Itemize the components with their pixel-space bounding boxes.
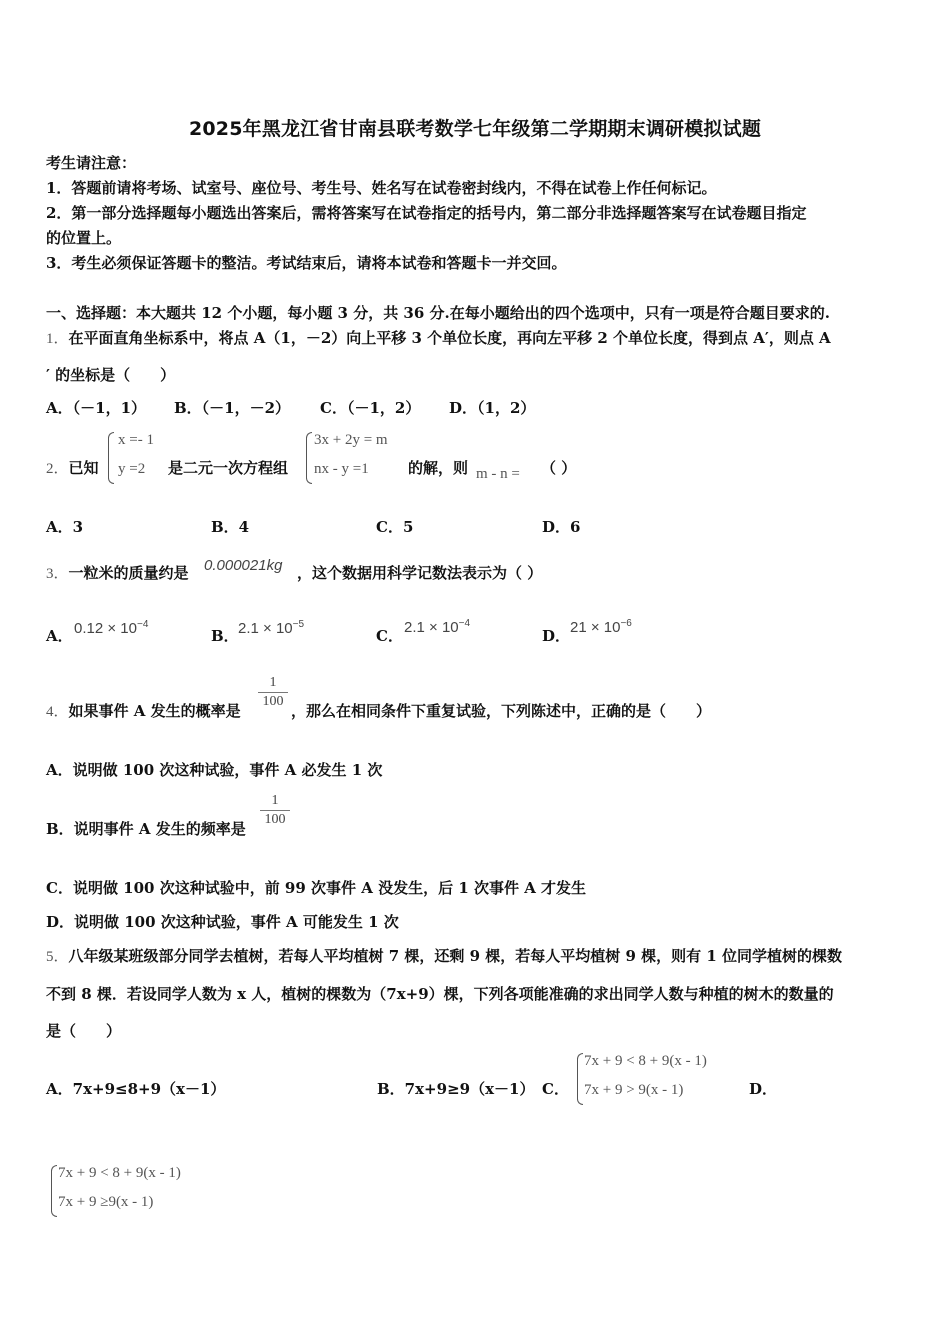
- notice-item-2b: 的位置上。: [46, 229, 122, 247]
- q2-option-d[interactable]: D．6: [542, 518, 581, 536]
- q5-option-d-line-1: 7x + 9 < 8 + 9(x - 1): [58, 1165, 181, 1181]
- system-2-line-1: 3x + 2y = m: [314, 432, 388, 448]
- notice-heading: 考生请注意：: [46, 154, 137, 172]
- fraction-bar: [258, 692, 288, 693]
- question-1: [46, 327, 831, 348]
- q1-option-d[interactable]: D．（1，2）: [449, 399, 536, 417]
- sci-base: 2.1 × 10: [238, 620, 293, 637]
- question-3: [46, 562, 189, 583]
- brace-icon: [306, 432, 312, 484]
- q2-post-text: 的解，则: [408, 459, 469, 477]
- q1-option-c[interactable]: C．（－1，2）: [320, 399, 421, 417]
- fraction-denominator: 100: [262, 694, 284, 709]
- q5-option-c-label[interactable]: C．: [542, 1080, 569, 1098]
- q3-option-c-value[interactable]: [404, 618, 470, 636]
- question-text: 在平面直角坐标系中，将点 A（1，－2）向上平移 3 个单位长度，再向左平移 2 个单位长度，得到点 A′，则点 A: [68, 329, 831, 347]
- q2-option-a[interactable]: A．3: [46, 518, 84, 536]
- notice-item-2a: 2．第一部分选择题每小题选出答案后，需将答案写在试卷指定的括号内，第二部分非选择题答案写在试卷题目指定: [46, 204, 807, 222]
- question-5: [46, 945, 842, 966]
- q3-option-d-value[interactable]: [570, 618, 632, 636]
- system-1-line-1: x =- 1: [118, 432, 154, 448]
- q2-option-c[interactable]: C．5: [376, 518, 414, 536]
- q5-option-b[interactable]: B．7x+9≥9（x－1）: [377, 1080, 535, 1098]
- q3-option-a-label[interactable]: A．: [46, 627, 73, 645]
- q5-option-c-line-2: 7x + 9 > 9(x - 1): [584, 1082, 684, 1098]
- question-5-cont-1: 不到 8 棵．若设同学人数为 x 人，植树的棵数为（7x+9）棵，下列各项能准确的求出同学人数与种植的树木的数量的: [46, 985, 834, 1003]
- page-title: 2025年黑龙江省甘南县联考数学七年级第二学期期末调研模拟试题: [188, 118, 762, 140]
- question-text: 如果事件 A 发生的概率是: [68, 702, 241, 720]
- question-number: 2．: [46, 461, 69, 477]
- q3-value: 0.000021kg: [204, 557, 283, 574]
- sci-exponent: −5: [292, 619, 305, 630]
- q4-fraction: [258, 675, 288, 710]
- q3-option-d-label[interactable]: D．: [542, 627, 571, 645]
- q3-post-text: ，这个数据用科学记数法表示为（ ）: [297, 564, 543, 582]
- q2-expression: m - n =: [476, 466, 520, 482]
- q4-option-b-fraction: [260, 793, 290, 828]
- question-number: 5．: [46, 949, 69, 965]
- q3-option-a-value[interactable]: [74, 619, 148, 637]
- question-5-cont-2: 是（ ）: [46, 1022, 122, 1040]
- notice-item-1: 1．答题前请将考场、试室号、座位号、考生号、姓名写在试卷密封线内，不得在试卷上作任何标记。: [46, 179, 717, 197]
- system-2-line-2: nx - y =1: [314, 461, 369, 477]
- q2-mid-text: 是二元一次方程组: [168, 459, 289, 477]
- q4-option-a[interactable]: A．说明做 100 次这种试验，事件 A 必发生 1 次: [46, 761, 383, 779]
- brace-icon: [51, 1165, 57, 1217]
- sci-base: 21 × 10: [570, 619, 621, 636]
- question-number: 1．: [46, 331, 69, 347]
- question-number: 4．: [46, 704, 69, 720]
- q3-option-b-value[interactable]: [238, 619, 304, 637]
- brace-icon: [108, 432, 114, 484]
- q5-option-d-line-2: 7x + 9 ≥9(x - 1): [58, 1194, 154, 1210]
- q4-option-c[interactable]: C．说明做 100 次这种试验中，前 99 次事件 A 没发生，后 1 次事件 A 才发生: [46, 879, 587, 897]
- q4-option-d[interactable]: D．说明做 100 次这种试验，事件 A 可能发生 1 次: [46, 913, 399, 931]
- question-text: 已知: [68, 459, 99, 477]
- sci-exponent: −6: [620, 618, 632, 629]
- question-text: 八年级某班级部分同学去植树，若每人平均植树 7 棵，还剩 9 棵，若每人平均植树 9 棵，则有 1 位同学植树的棵数: [68, 947, 843, 965]
- q2-end: （ ）: [541, 459, 577, 477]
- fraction-numerator: 1: [271, 793, 279, 808]
- q3-option-b-label[interactable]: B．: [211, 627, 239, 645]
- q3-option-c-label[interactable]: C．: [376, 627, 403, 645]
- fraction-numerator: 1: [269, 675, 277, 690]
- sci-exponent: −4: [136, 619, 149, 630]
- system-1-line-2: y =2: [118, 461, 146, 477]
- brace-icon: [577, 1053, 583, 1105]
- q1-option-b[interactable]: B．（－1，－2）: [174, 399, 291, 417]
- question-text: 一粒米的质量约是: [68, 564, 189, 582]
- fraction-denominator: 100: [264, 812, 286, 827]
- sci-base: 0.12 × 10: [74, 620, 137, 637]
- notice-item-3: 3．考生必须保证答题卡的整洁。考试结束后，请将本试卷和答题卡一并交回。: [46, 254, 567, 272]
- q1-option-a[interactable]: A．（－1，1）: [46, 399, 147, 417]
- q4-post-text: ，那么在相同条件下重复试验，下列陈述中，正确的是（ ）: [291, 702, 712, 720]
- q4-option-b[interactable]: B．说明事件 A 发生的频率是: [46, 820, 246, 838]
- q5-option-a[interactable]: A．7x+9≤8+9（x－1）: [46, 1080, 226, 1098]
- fraction-bar: [260, 810, 290, 811]
- sci-exponent: −4: [458, 618, 471, 629]
- question-2-label: [46, 457, 99, 478]
- question-number: 3．: [46, 566, 69, 582]
- section-heading: 一、选择题：本大题共 12 个小题，每小题 3 分，共 36 分.在每小题给出的四个选项中，只有一项是符合题目要求的.: [46, 304, 830, 322]
- question-4: [46, 700, 241, 721]
- q2-option-b[interactable]: B．4: [211, 518, 250, 536]
- sci-base: 2.1 × 10: [404, 619, 459, 636]
- q5-option-c-line-1: 7x + 9 < 8 + 9(x - 1): [584, 1053, 707, 1069]
- q5-option-d-label[interactable]: D．: [749, 1080, 778, 1098]
- question-1-cont: ′ 的坐标是（ ）: [46, 366, 176, 384]
